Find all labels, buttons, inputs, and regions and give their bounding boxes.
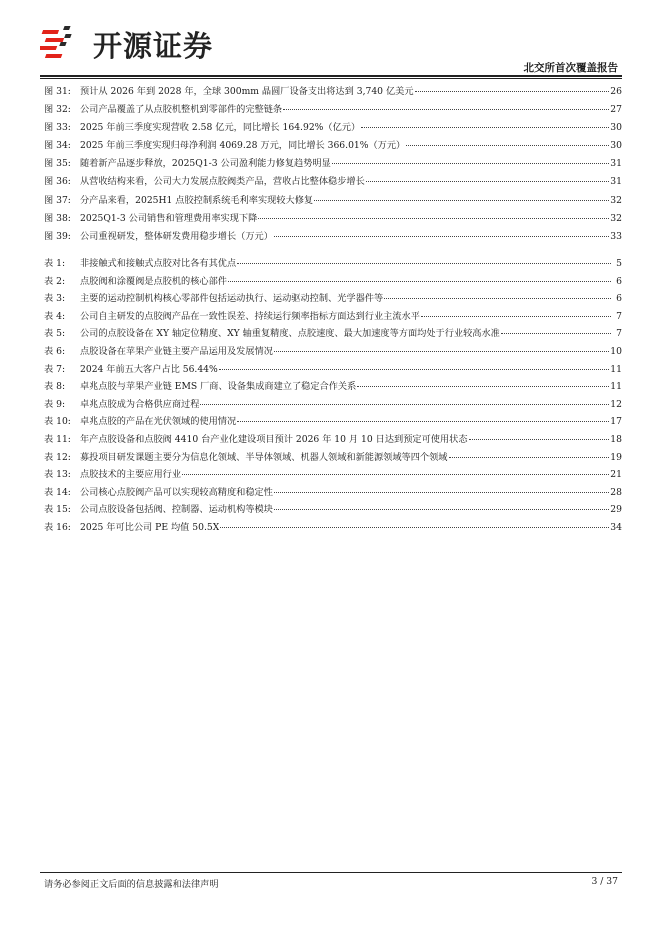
page-number: 3 / 37: [591, 876, 618, 887]
figure-toc-entry[interactable]: [44, 210, 622, 228]
toc-entry-page[interactable]: 11: [610, 363, 622, 375]
figure-toc-entry[interactable]: [44, 101, 622, 119]
toc-dot-leader: [200, 403, 609, 405]
table-toc-entry[interactable]: [44, 449, 622, 467]
header-divider: [40, 75, 622, 77]
table-toc-entry[interactable]: [44, 378, 622, 396]
toc-entry-title[interactable]: 2025Q1-3 公司销售和管理费用率实现下降: [80, 212, 258, 224]
table-list: [44, 255, 622, 537]
toc-dot-leader: [220, 526, 609, 528]
table-toc-entry[interactable]: [44, 501, 622, 519]
figure-toc-entry[interactable]: [44, 192, 622, 210]
toc-dot-leader: [384, 297, 611, 299]
toc-entry-page[interactable]: 32: [610, 194, 622, 206]
toc-entry-label: 表 11:: [44, 433, 71, 445]
toc-entry-title[interactable]: 非接触式和接触式点胶对比各有其优点: [80, 258, 237, 269]
toc-entry-title[interactable]: 2025 年前三季度实现归母净利润 4069.28 万元，同比增长 366.01%（万元）: [80, 140, 406, 152]
toc-entry-page[interactable]: 26: [610, 86, 622, 97]
table-toc-entry[interactable]: [44, 519, 622, 537]
toc-entry-label: 图 35:: [44, 158, 71, 170]
logo-mark-icon: [40, 22, 88, 66]
toc-dot-leader: [258, 217, 609, 219]
toc-entry-page[interactable]: 27: [610, 104, 622, 116]
toc-entry-page[interactable]: 32: [610, 212, 622, 224]
toc-entry-label: 表 16:: [44, 521, 71, 533]
toc-dot-leader: [357, 385, 609, 387]
toc-dot-leader: [406, 144, 609, 146]
toc-entry-title[interactable]: 2025 年前三季度实现营收 2.58 亿元，同比增长 164.92%（亿元）: [80, 122, 361, 134]
table-toc-entry[interactable]: [44, 273, 622, 291]
table-toc-entry[interactable]: [44, 484, 622, 502]
toc-entry-title[interactable]: 公司自主研发的点胶阀产品在一致性误差、持续运行频率指标方面达到行业主流水平: [80, 310, 420, 322]
toc-entry-label: 表 8:: [44, 381, 66, 393]
footer-disclaimer[interactable]: 请务必参阅正文后面的信息披露和法律声明: [44, 879, 219, 890]
table-toc-entry[interactable]: [44, 255, 622, 273]
toc-entry-title[interactable]: 点胶技术的主要应用行业: [80, 469, 182, 481]
toc-entry-label: 图 33:: [44, 122, 71, 134]
toc-entry-label: 表 12:: [44, 451, 71, 463]
toc-dot-leader: [219, 368, 610, 370]
figure-list: [44, 83, 622, 246]
toc-entry-title[interactable]: 公司点胶设备包括阀、控制器、运动机构等模块: [80, 504, 273, 516]
figure-toc-entry[interactable]: [44, 228, 622, 246]
toc-entry-title[interactable]: 公司的点胶设备在 XY 轴定位精度、XY 轴重复精度、点胶速度、最大加速度等方面均处于行业较高水准: [80, 328, 500, 340]
toc-entry-label: 表 15:: [44, 504, 71, 516]
toc-entry-title[interactable]: 随着新产品逐步释放，2025Q1-3 公司盈利能力修复趋势明显: [80, 158, 331, 170]
table-toc-entry[interactable]: [44, 413, 622, 431]
toc-entry-label: 表 9:: [44, 398, 66, 410]
toc-entry-label: 图 39:: [44, 230, 71, 242]
toc-entry-page[interactable]: 11: [610, 381, 622, 393]
toc-entry-page[interactable]: 6: [616, 275, 622, 287]
toc-dot-leader: [361, 126, 609, 128]
table-toc-entry[interactable]: [44, 361, 622, 379]
toc-entry-page[interactable]: 5: [616, 258, 622, 269]
toc-entry-label: 表 2:: [44, 275, 66, 287]
toc-entry-title[interactable]: 公司产品覆盖了从点胶机整机到零部件的完整链条: [80, 104, 283, 116]
toc-dot-leader: [237, 420, 609, 422]
toc-dot-leader: [421, 315, 611, 317]
figure-toc-entry[interactable]: [44, 137, 622, 155]
toc-entry-title[interactable]: 点胶阀和涂覆阀是点胶机的核心部件: [80, 275, 227, 287]
toc-entry-label: 表 7:: [44, 363, 66, 375]
toc-entry-page[interactable]: 6: [616, 293, 622, 305]
toc-dot-leader: [274, 235, 609, 237]
toc-entry-page[interactable]: 21: [610, 469, 622, 481]
toc-dot-leader: [469, 438, 610, 440]
toc-entry-page[interactable]: 17: [610, 416, 622, 428]
toc-entry-label: 表 13:: [44, 469, 71, 481]
toc-dot-leader: [415, 90, 610, 92]
header-divider-thin: [40, 78, 622, 79]
toc-dot-leader: [274, 350, 609, 352]
toc-dot-leader: [237, 262, 611, 264]
toc-dot-leader: [501, 332, 611, 334]
table-toc-entry[interactable]: [44, 325, 622, 343]
toc-dot-leader: [182, 473, 609, 475]
table-toc-entry[interactable]: [44, 431, 622, 449]
footer-divider: [40, 872, 622, 873]
toc-entry-label: 表 3:: [44, 293, 66, 305]
toc-entry-title[interactable]: 卓兆点胶与苹果产业链 EMS 厂商、设备集成商建立了稳定合作关系: [80, 381, 357, 393]
company-logo: [40, 22, 250, 66]
toc-entry-title[interactable]: 公司重视研发，整体研发费用稳步增长（万元）: [80, 230, 273, 242]
table-toc-entry[interactable]: [44, 396, 622, 414]
toc-entry-label: 表 4:: [44, 310, 66, 322]
table-toc-entry[interactable]: [44, 343, 622, 361]
figure-toc-entry[interactable]: [44, 83, 622, 101]
toc-entry-page[interactable]: 29: [610, 504, 622, 516]
page-header: [0, 0, 662, 80]
toc-entry-title[interactable]: 2025 年可比公司 PE 均值 50.5X: [80, 521, 220, 533]
figure-toc-entry[interactable]: [44, 173, 622, 191]
toc-dot-leader: [274, 508, 609, 510]
toc-entry-page[interactable]: 7: [616, 328, 622, 340]
toc-dot-leader: [332, 162, 610, 164]
toc-entry-label: 表 1:: [44, 258, 66, 269]
toc-entry-title[interactable]: 分产品来看，2025H1 点胶控制系统毛利率实现较大修复: [80, 194, 314, 206]
toc-entry-title[interactable]: 年产点胶设备和点胶阀 4410 台产业化建设项目预计 2026 年 10 月 10 日达到预定可使用状态: [80, 433, 468, 445]
toc-entry-page[interactable]: 18: [610, 433, 622, 445]
toc-entry-title[interactable]: 主要的运动控制机构核心零部件包括运动执行、运动驱动控制、光学器件等: [80, 293, 384, 305]
toc-entry-title[interactable]: 点胶设备在苹果产业链主要产品运用及发展情况: [80, 345, 273, 357]
toc-dot-leader: [228, 280, 611, 282]
toc-entry-label: 表 6:: [44, 345, 66, 357]
toc-dot-leader: [449, 456, 610, 458]
figure-toc-entry[interactable]: [44, 119, 622, 137]
toc-entry-label: 图 32:: [44, 104, 71, 116]
toc-entry-page[interactable]: 31: [610, 158, 622, 170]
toc-entry-title[interactable]: 从营收结构来看，公司大力发展点胶阀类产品，营收占比整体稳步增长: [80, 176, 365, 188]
toc-entry-label: 表 5:: [44, 328, 66, 340]
table-toc-entry[interactable]: [44, 466, 622, 484]
toc-entry-title[interactable]: 公司核心点胶阀产品可以实现较高精度和稳定性: [80, 486, 273, 498]
toc-entry-label: 图 36:: [44, 176, 71, 188]
toc-dot-leader: [366, 180, 609, 182]
toc-entry-page[interactable]: 34: [610, 521, 622, 533]
logo-text: 开源证券: [93, 29, 214, 63]
toc-entry-title[interactable]: 卓兆点胶的产品在光伏领域的使用情况: [80, 416, 237, 428]
toc-entry-title[interactable]: 2024 年前五大客户占比 56.44%: [80, 363, 218, 375]
toc-entry-label: 表 14:: [44, 486, 71, 498]
toc-entry-label: 图 31:: [44, 86, 71, 97]
toc-entry-label: 图 34:: [44, 140, 71, 152]
toc-dot-leader: [274, 491, 609, 493]
toc-entry-title[interactable]: 卓兆点胶成为合格供应商过程: [80, 398, 200, 410]
table-toc-entry[interactable]: [44, 290, 622, 308]
toc-entry-page[interactable]: 31: [610, 176, 622, 188]
report-type-label: 北交所首次覆盖报告: [523, 62, 618, 74]
table-toc-entry[interactable]: [44, 308, 622, 326]
toc-entry-page[interactable]: 33: [610, 230, 622, 242]
toc-entry-page[interactable]: 30: [610, 122, 622, 134]
toc-entry-label: 图 38:: [44, 212, 71, 224]
toc-entry-page[interactable]: 19: [610, 451, 622, 463]
toc-entry-title[interactable]: 预计从 2026 年到 2028 年，全球 300mm 晶圆厂设备支出将达到 3,740 亿美元: [80, 86, 414, 97]
toc-dot-leader: [283, 108, 609, 110]
toc-entry-page[interactable]: 7: [616, 310, 622, 322]
toc-entry-page[interactable]: 12: [610, 398, 622, 410]
toc-entry-title[interactable]: 募投项目研发课题主要分为信息化领域、半导体领域、机器人领域和新能源领域等四个领域: [80, 451, 448, 463]
toc-entry-page[interactable]: 30: [610, 140, 622, 152]
toc-entry-label: 表 10:: [44, 416, 71, 428]
toc-entry-page[interactable]: 10: [610, 345, 622, 357]
figure-toc-entry[interactable]: [44, 155, 622, 173]
toc-dot-leader: [314, 199, 609, 201]
toc-entry-label: 图 37:: [44, 194, 71, 206]
toc-entry-page[interactable]: 28: [610, 486, 622, 498]
